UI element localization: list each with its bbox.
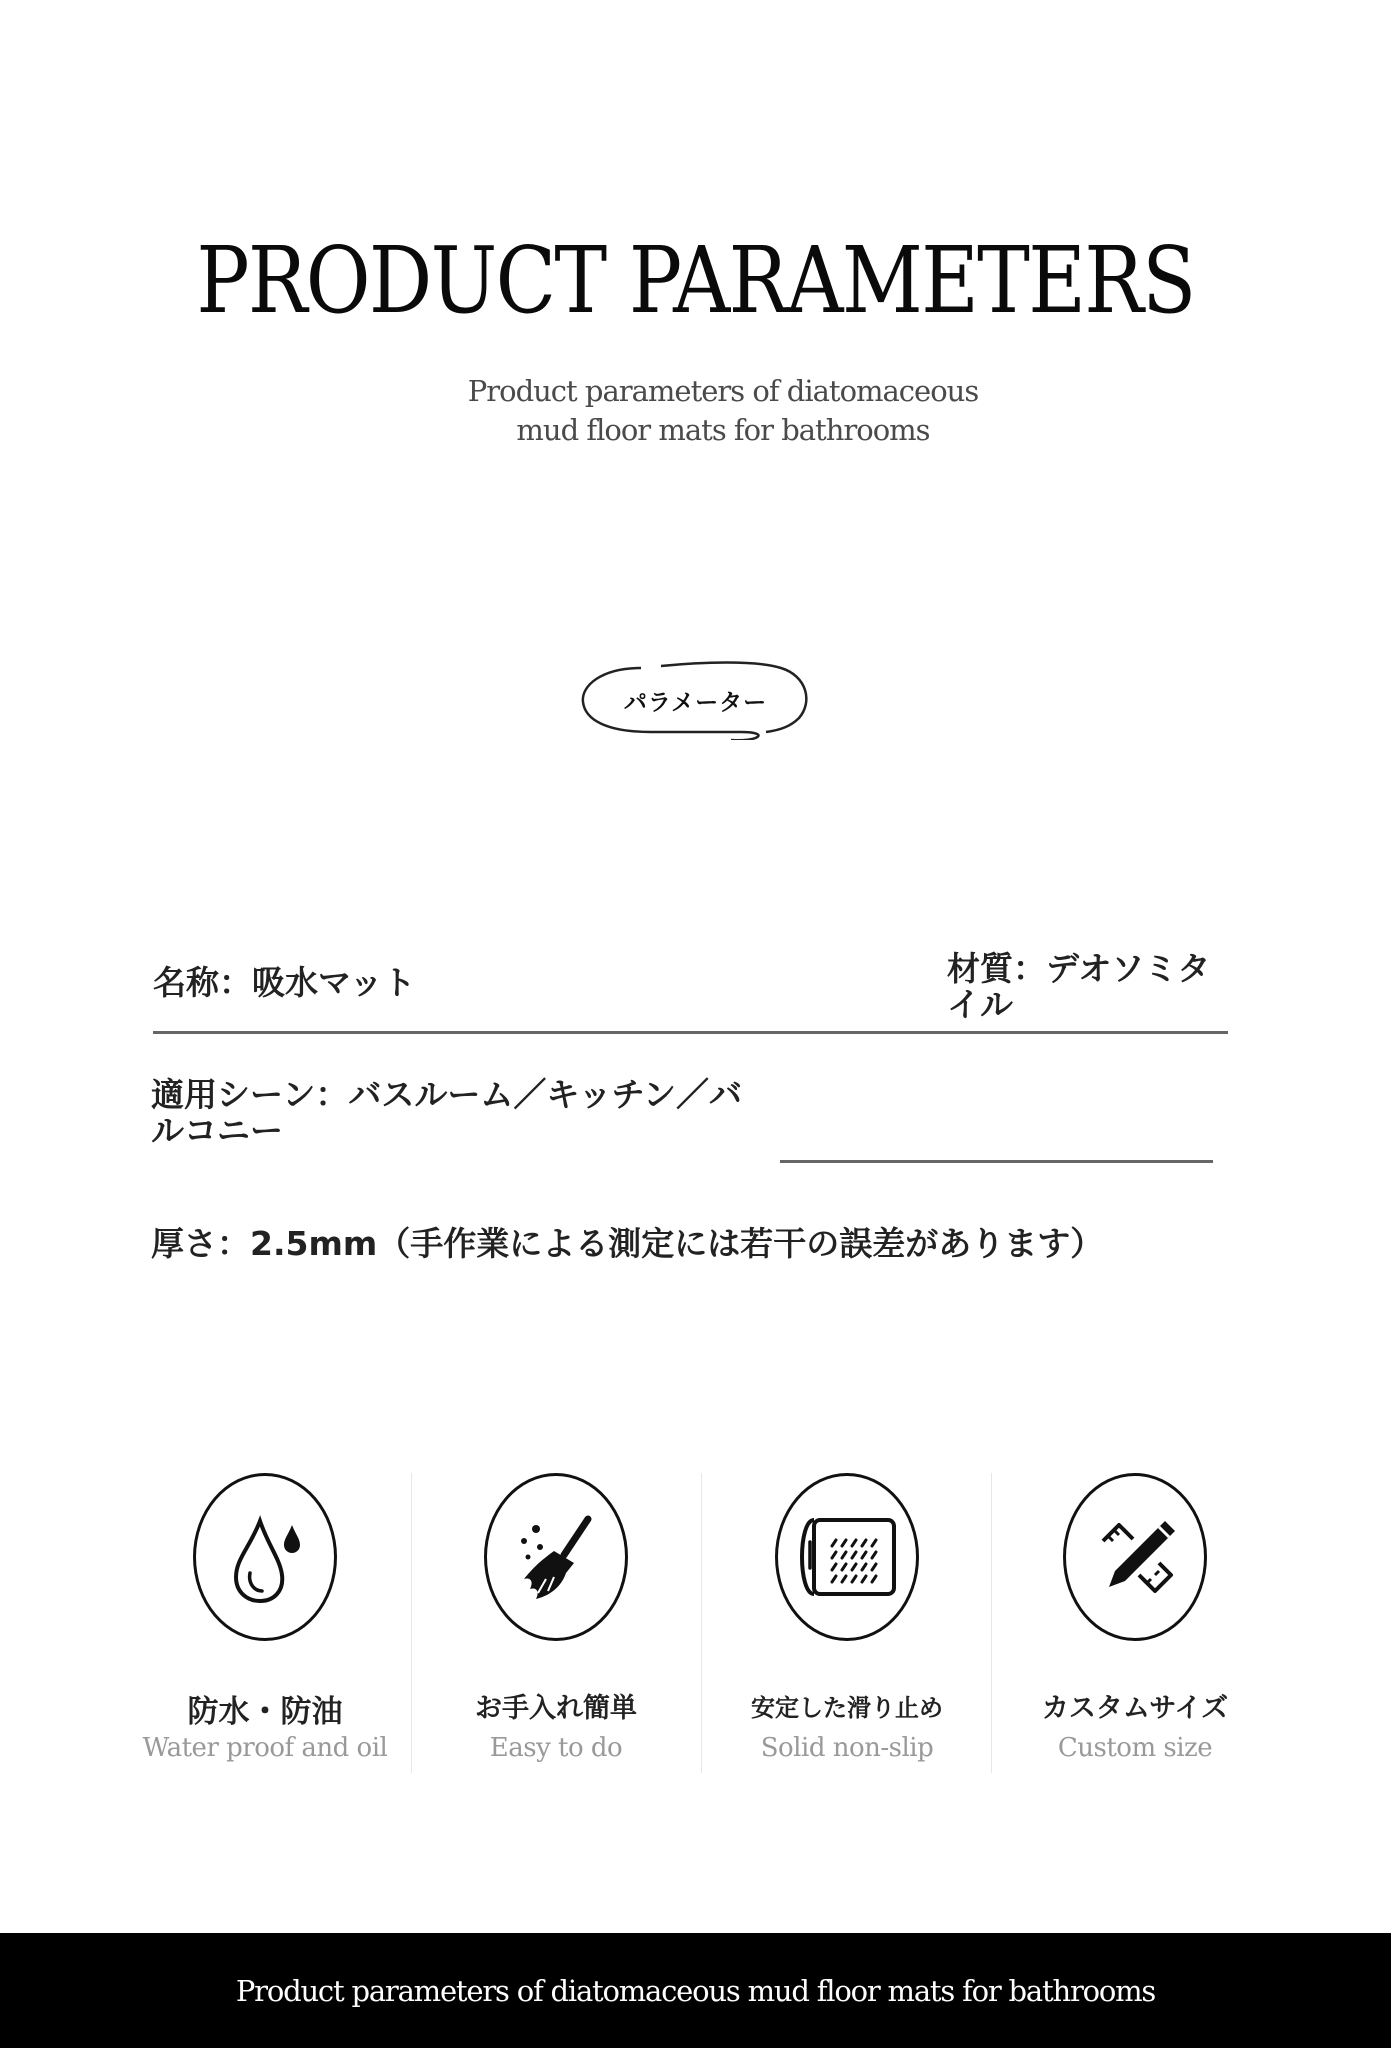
param-scene-line-2: ルコニー <box>151 1111 283 1150</box>
broom-icon <box>484 1473 628 1641</box>
page-title: PRODUCT PARAMETERS <box>196 227 1195 334</box>
footer-banner <box>0 1933 1391 2048</box>
feature-separator-1 <box>411 1473 412 1773</box>
param-material-line-2: イル <box>947 985 1013 1024</box>
subtitle-line-1: Product parameters of diatomaceous <box>467 374 979 408</box>
param-material <box>947 951 1217 1023</box>
feature-1-subtitle: Water proof and oil <box>142 1733 388 1763</box>
divider-1 <box>153 1031 1228 1034</box>
divider-2 <box>780 1160 1213 1163</box>
feature-2 <box>484 1473 628 1641</box>
feature-1-title: 防水・防油 <box>187 1694 343 1730</box>
section-label-badge <box>581 660 810 740</box>
water-drop-icon <box>193 1473 337 1641</box>
section-label-text: パラメーター <box>623 689 768 716</box>
param-name: 名称：吸水マット <box>153 963 416 1002</box>
feature-separator-3 <box>991 1473 992 1773</box>
param-scene-line-1: 適用シーン：バスルーム／キッチン／バ <box>151 1075 743 1114</box>
feature-4-title: カスタムサイズ <box>1041 1693 1229 1724</box>
param-material-line-1: 材質：デオソミタ <box>947 949 1211 988</box>
feature-2-subtitle: Easy to do <box>489 1733 623 1763</box>
feature-1 <box>193 1473 337 1641</box>
mat-icon <box>775 1473 919 1641</box>
feature-3-title: 安定した滑り止め <box>751 1694 943 1722</box>
feature-3 <box>775 1473 919 1641</box>
feature-2-title: お手入れ簡単 <box>475 1693 637 1724</box>
ruler-pencil-icon <box>1063 1473 1207 1641</box>
page-subtitle <box>0 372 1391 450</box>
feature-3-subtitle: Solid non-slip <box>760 1733 934 1763</box>
subtitle-line-2: mud floor mats for bathrooms <box>516 413 930 447</box>
param-scene <box>151 1077 911 1149</box>
feature-separator-2 <box>701 1473 702 1773</box>
footer-text: Product parameters of diatomaceous mud floor mats for bathrooms <box>235 1973 1156 2008</box>
feature-4-subtitle: Custom size <box>1057 1733 1213 1763</box>
param-thickness: 厚さ：2.5mm（手作業による測定には若干の誤差があります） <box>151 1224 1104 1263</box>
feature-4 <box>1063 1473 1207 1641</box>
